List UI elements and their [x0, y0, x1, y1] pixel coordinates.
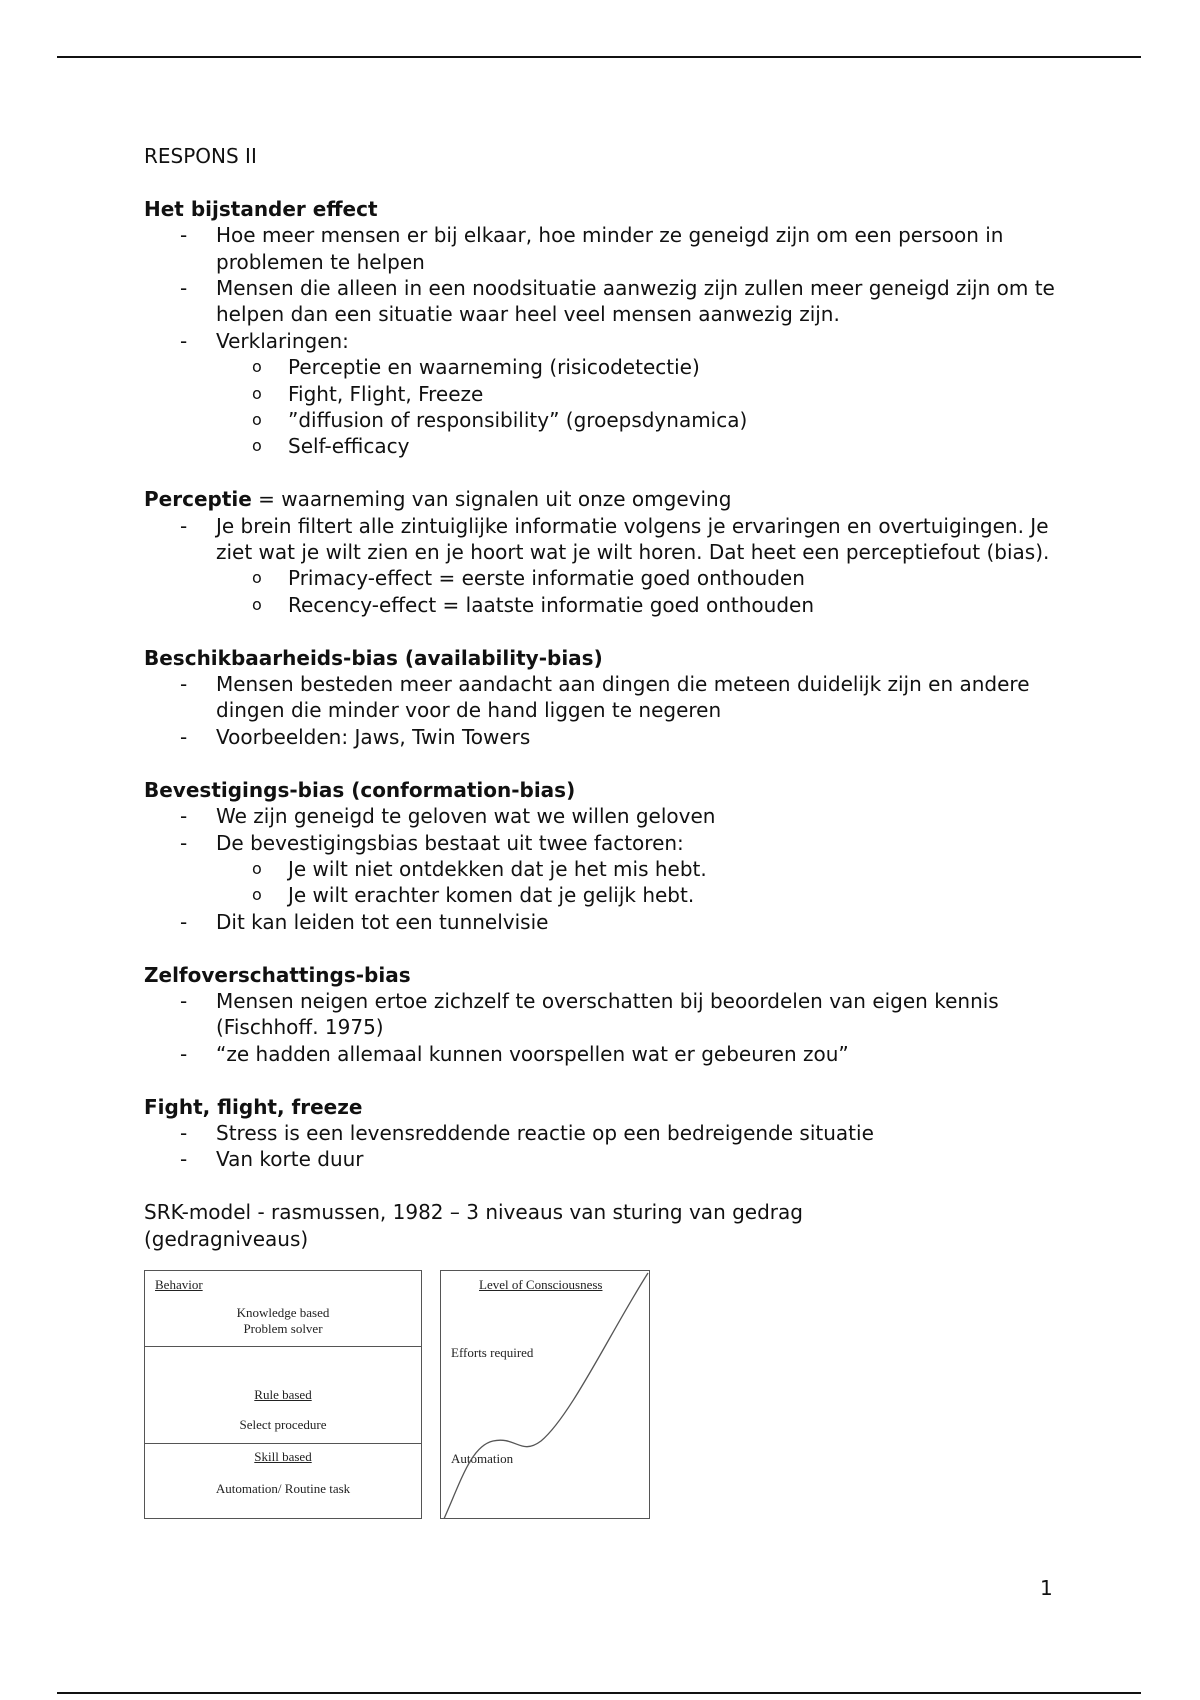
header-rule: [57, 56, 1141, 58]
srk-model-caption: SRK-model - rasmussen, 1982 – 3 niveaus van sturing van gedrag (gedragniveaus): [144, 1200, 803, 1251]
list-item: - Je brein filtert alle zintuiglijke informatie volgens je ervaringen en overtuigingen. Je ziet wat je wilt zien en je hoort wat je wilt horen. Dat heet een perceptiefout (bias).: [180, 513, 1050, 565]
sub-item: o Primacy-effect = eerste informatie goed onthouden: [252, 566, 805, 591]
list-item: - Hoe meer mensen er bij elkaar, hoe minder ze geneigd zijn om een persoon in problemen te helpen: [180, 223, 1004, 274]
sub-item: o Je wilt niet ontdekken dat je het mis hebt.: [252, 856, 707, 881]
section-heading: Beschikbaarheids-bias (availability-bias): [144, 645, 603, 670]
knowledge-based-label: Knowledge based: [236, 1305, 330, 1320]
sub-item: o Self-efficacy: [252, 434, 410, 459]
list-item: - We zijn geneigd te geloven wat we willen geloven: [180, 804, 716, 829]
list-item: - Voorbeelden: Jaws, Twin Towers: [180, 724, 531, 749]
list-item: - Dit kan leiden tot een tunnelvisie: [180, 909, 549, 934]
section-heading: Bevestigings-bias (conformation-bias): [144, 777, 576, 802]
automation-label: Automation: [451, 1451, 514, 1466]
list-item: - Mensen besteden meer aandacht aan dingen die meteen duidelijk zijn en andere dingen die minder voor de hand liggen te negeren: [180, 672, 1030, 723]
doc-title: RESPONS II: [144, 144, 257, 168]
list-item: - Stress is een levensreddende reactie op een bedreigende situatie: [180, 1120, 874, 1145]
skill-based-label: Skill based: [254, 1449, 312, 1464]
select-procedure-label: Select procedure: [239, 1417, 327, 1432]
list-item: - Verklaringen:: [180, 328, 349, 353]
diagram-header: Level of Consciousness: [479, 1277, 603, 1292]
section-heading: Perceptie = waarneming van signalen uit onze omgeving: [144, 487, 732, 512]
page-number: 1: [1040, 1576, 1053, 1600]
list-item: - Van korte duur: [180, 1147, 364, 1172]
consciousness-diagram: [440, 1270, 650, 1519]
section-heading: Het bijstander effect: [144, 196, 378, 221]
diagram-header: Behavior: [155, 1277, 203, 1292]
sub-item: o Je wilt erachter komen dat je gelijk hebt.: [252, 883, 695, 908]
section-heading: Zelfoverschattings-bias: [144, 962, 411, 987]
section-heading: Fight, flight, freeze: [144, 1094, 363, 1119]
sub-item: o Recency-effect = laatste informatie goed onthouden: [252, 592, 814, 617]
footer-rule: [57, 1692, 1141, 1694]
consciousness-curve: [441, 1271, 649, 1518]
efforts-required-label: Efforts required: [451, 1345, 534, 1360]
document-body: [144, 143, 1064, 1252]
problem-solver-label: Problem solver: [243, 1321, 323, 1336]
behavior-diagram: [144, 1270, 422, 1519]
rule-based-label: Rule based: [254, 1387, 312, 1402]
list-item: - “ze hadden allemaal kunnen voorspellen wat er gebeuren zou”: [180, 1041, 849, 1066]
list-item: - De bevestigingsbias bestaat uit twee factoren:: [180, 830, 684, 855]
sub-item: o Perceptie en waarneming (risicodetectie): [252, 355, 700, 380]
routine-task-label: Automation/ Routine task: [215, 1481, 351, 1496]
sub-item: o Fight, Flight, Freeze: [252, 381, 484, 406]
list-item: - Mensen neigen ertoe zichzelf te overschatten bij beoordelen van eigen kennis (Fischhoff. 1975): [180, 988, 999, 1040]
sub-item: o ”diffusion of responsibility” (groepsdynamica): [252, 408, 748, 433]
list-item: - Mensen die alleen in een noodsituatie aanwezig zijn zullen meer geneigd zijn om te helpen dan een situatie waar heel veel mensen aanwezig zijn.: [180, 276, 1055, 327]
